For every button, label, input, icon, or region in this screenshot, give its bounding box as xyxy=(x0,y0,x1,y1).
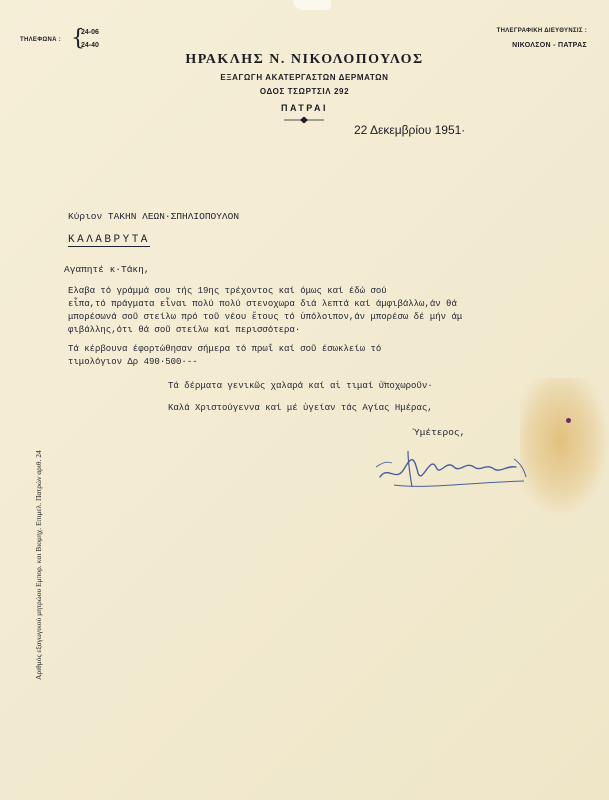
body-paragraph-3: Τά δέρματα γενικῶς χαλαρά καί αἱ τιμαί ὑ̈ποχωροῦν· xyxy=(168,381,433,391)
phone-number-2: 24-40 xyxy=(81,42,99,49)
salutation: Αγαπητέ κ·Τάκη, xyxy=(64,264,150,275)
letter-date: 22 Δεκεμβρίου 1951· xyxy=(354,123,466,137)
telegraph-address: ΝΙΚΟΛΣΟΝ - ΠΑΤΡΑΣ xyxy=(512,42,587,49)
paper-tear xyxy=(293,0,331,10)
body-paragraph-2 xyxy=(68,343,381,369)
signature xyxy=(374,437,544,497)
phone-label: ΤΗΛΕΦΩΝΑ : xyxy=(20,37,62,43)
closing: Ὑμέτερος, xyxy=(414,427,466,438)
street-address: ΟΔΟΣ ΤΣΩΡΤΣΙΛ 292 xyxy=(259,87,350,96)
body-line: Τά κέρβουνα έφορτώθησαν σήμερα τό πρωΐ καί σοῦ έσωκλείω τό xyxy=(68,344,382,354)
body-line: εἶπα,τό πράγματα εἶναι πολύ πολύ στενοχωρα διά λεπτά καί άμφιβάλλω,άν θά xyxy=(68,299,457,309)
ink-dot xyxy=(566,418,571,423)
body-line: μπορέσωνά σοῦ στείλω πρό τοῦ νέου ἔτους τό ὑπόλοιπον,άν μπορέσω δέ μήν άμ xyxy=(68,312,463,322)
registry-note: Αριθμός εξαγωγικού μητρώου Εμπορ. και Βιομηχ. Επιμελ. Πατρών αριθ. 24 xyxy=(34,450,43,680)
business-line: ΕΞΑΓΩΓΗ ΑΚΑΤΕΡΓΑΣΤΩΝ ΔΕΡΜΑΤΩΝ xyxy=(220,73,389,82)
addressee: Κύριον ΤΑΚΗΝ ΛΕΩΝ·ΣΠΗΛΙΟΠΟΥΛΟΝ xyxy=(68,211,240,222)
city: ΠΑΤΡΑΙ xyxy=(280,103,329,113)
body-line: Ελαβα τό γράμμά σου τής 19ης τρέχοντος καί όμως καί έδώ σού xyxy=(68,286,387,296)
phone-number-1: 24-06 xyxy=(81,29,99,36)
ornament-divider xyxy=(284,116,324,124)
company-name: ΗΡΑΚΛΗΣ Ν. ΝΙΚΟΛΟΠΟΥΛΟΣ xyxy=(185,52,424,67)
body-paragraph-1 xyxy=(68,285,462,337)
body-line: φιβάλλης,ότι θά σοῦ στείλω καί περισσότερα· xyxy=(68,325,301,335)
telegraph-label: ΤΗΛΕΓΡΑΦΙΚΗ ΔΙΕΥΘΥΝΣΙΣ : xyxy=(496,28,587,34)
brace-glyph: { xyxy=(71,26,85,51)
destination: ΚΑΛΑΒΡΥΤΑ xyxy=(68,234,150,246)
body-line: τιμολόγιον Δρ 490·500·-- xyxy=(68,357,198,367)
body-paragraph-4: Καλά Χριστούγεννα καί μέ ὑγείαν τάς Αγίας Ημέρας, xyxy=(168,403,433,413)
